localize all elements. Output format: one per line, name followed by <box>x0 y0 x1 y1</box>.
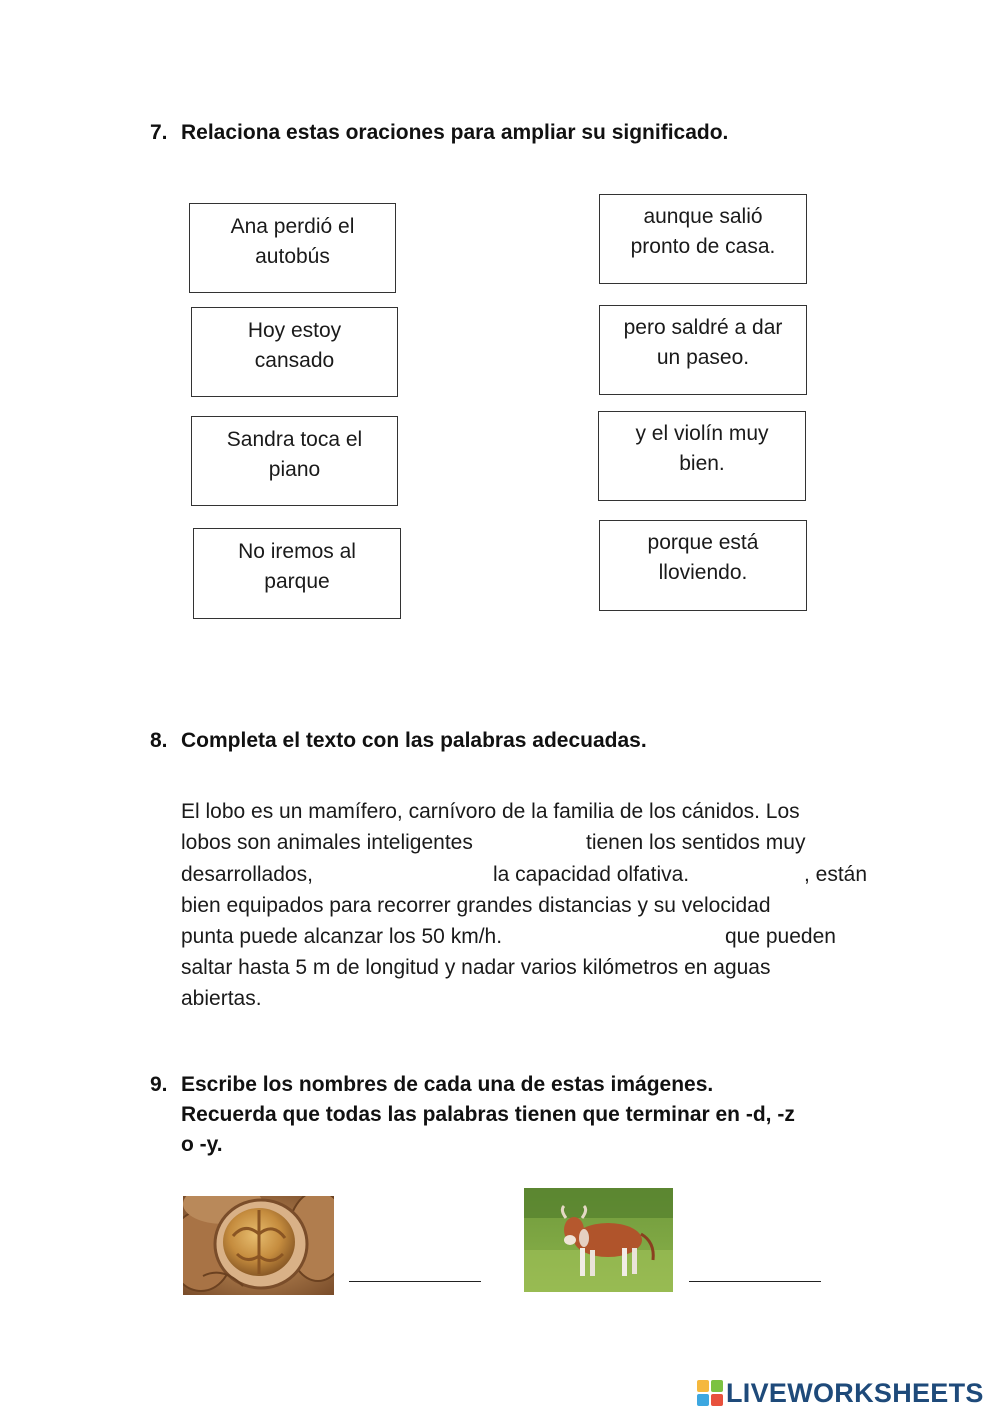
q7-title: Relaciona estas oraciones para ampliar su significado. <box>181 121 729 144</box>
q8-line-1: El lobo es un mamífero, carnívoro de la familia de los cánidos. Los <box>181 800 800 823</box>
q8-line-7: abiertas. <box>181 987 262 1010</box>
answer-blank-walnut[interactable] <box>349 1281 481 1282</box>
q9-title-line-3: o -y. <box>181 1133 223 1156</box>
match-right-1[interactable]: aunque salió pronto de casa. <box>599 194 807 284</box>
match-left-1[interactable]: Ana perdió el autobús <box>189 203 396 293</box>
match-left-2[interactable]: Hoy estoy cansado <box>191 307 398 397</box>
q8-line-2b: tienen los sentidos muy <box>586 831 806 854</box>
q8-line-3a: desarrollados, <box>181 863 313 886</box>
q8-line-5b: que pueden <box>725 925 836 948</box>
q8-line-2a: lobos son animales inteligentes <box>181 831 473 854</box>
match-right-2[interactable]: pero saldré a dar un paseo. <box>599 305 807 395</box>
q8-number: 8. <box>150 729 168 752</box>
q9-heading <box>150 1070 881 1160</box>
q8-line-6: saltar hasta 5 m de longitud y nadar varios kilómetros en aguas <box>181 956 771 979</box>
match-left-3[interactable]: Sandra toca el piano <box>191 416 398 506</box>
match-left-4[interactable]: No iremos al parque <box>193 528 401 619</box>
brand-name: LIVEWORKSHEETS <box>726 1377 984 1408</box>
walnut-photo <box>183 1196 334 1295</box>
q7-heading <box>150 118 881 148</box>
q7-number: 7. <box>150 121 168 144</box>
q8-line-3c: , están <box>804 863 868 886</box>
match-right-4[interactable]: porque está lloviendo. <box>599 520 807 611</box>
match-right-3[interactable]: y el violín muy bien. <box>598 411 806 501</box>
ox-photo <box>524 1188 673 1292</box>
q8-line-3b: la capacidad olfativa. <box>493 863 690 886</box>
liveworksheets-logo <box>697 1376 984 1410</box>
q9-title-line-2: Recuerda que todas las palabras tienen que terminar en -d, -z <box>181 1103 795 1126</box>
q9-number: 9. <box>150 1073 168 1096</box>
answer-blank-ox[interactable] <box>689 1281 821 1282</box>
q9-title-line-1: Escribe los nombres de cada una de estas imágenes. <box>181 1073 714 1096</box>
q8-line-5a: punta puede alcanzar los 50 km/h. <box>181 925 503 948</box>
q8-line-4: bien equipados para recorrer grandes distancias y su velocidad <box>181 894 771 917</box>
q8-heading <box>150 726 881 756</box>
liveworksheets-icon <box>697 1380 723 1406</box>
q8-title: Completa el texto con las palabras adecuadas. <box>181 729 647 752</box>
